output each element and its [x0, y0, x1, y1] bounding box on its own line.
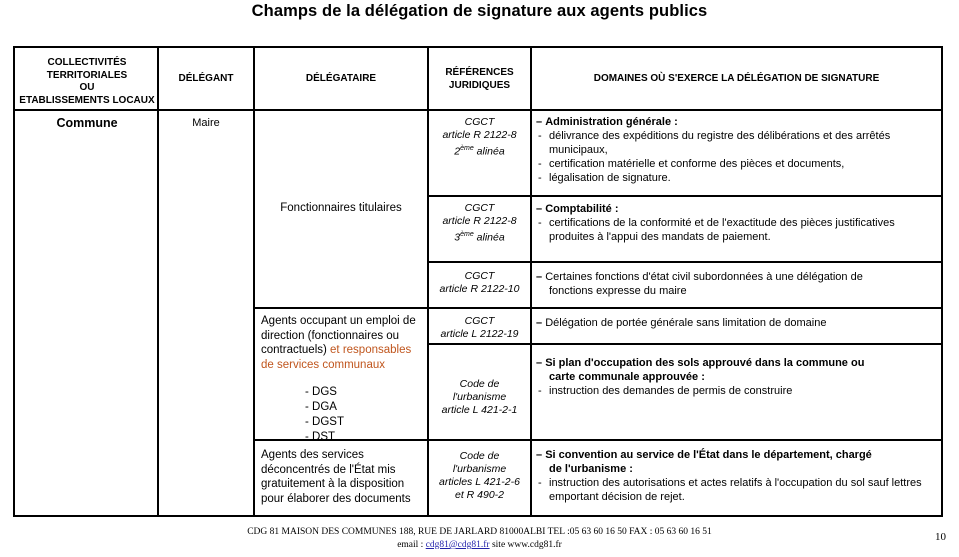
domaine-6-item-1: - instruction des autorisations et actes relatifs à l'occupation du sol sauf lettres emportant décision de rejet. — [536, 476, 936, 504]
cell-delegataire-1 — [255, 201, 427, 216]
domaine-1-heading-row — [536, 115, 936, 129]
role-dgs: - DGS — [305, 386, 337, 398]
domaine-5-dash: – — [536, 357, 543, 369]
page-footer — [0, 526, 959, 552]
delegation-table — [13, 46, 943, 517]
delegataire-1-text: Fonctionnaires titulaires — [280, 202, 402, 214]
domaine-1-item-2: - certification matérielle et conforme des pièces et documents, — [536, 157, 936, 171]
reference-2-rest: alinéa — [473, 231, 505, 244]
domaine-1-list — [536, 129, 936, 185]
domaine-5-heading-line1: Si plan d'occupation des sols approuvé dans la commune ou — [545, 357, 865, 369]
reference-6-line3: articles L 421-2-6 — [439, 476, 520, 488]
cell-domaine-3 — [536, 270, 936, 298]
reference-5-line2: l'urbanisme — [452, 391, 507, 403]
reference-2-num: 3 — [454, 231, 461, 244]
domaine-3-dash: – — [536, 271, 543, 283]
reference-1-line2: article R 2122-8 — [442, 129, 517, 141]
domaine-2-item-1: - certifications de la conformité et de l'exactitude des pièces justificatives produites à l'appui des mandats de paiement. — [536, 216, 936, 244]
reference-4-line2: article L 2122-19 — [440, 328, 519, 340]
cell-reference-5 — [429, 378, 530, 417]
reference-1-line1: CGCT — [464, 116, 495, 128]
header-references — [429, 50, 530, 109]
header-collectivites-line1: COLLECTIVITÉS — [47, 57, 127, 68]
reference-6-line1: Code de — [459, 450, 500, 462]
domaine-1-dash: – — [536, 116, 543, 128]
domaine-1-item-1: - délivrance des expéditions du registre des délibérations et des arrêtés municipaux, — [536, 129, 936, 157]
row-rule-d — [427, 343, 941, 345]
cell-delegant — [159, 117, 253, 129]
header-delegataire-label: DÉLÉGATAIRE — [305, 73, 377, 85]
collectivite-value: Commune — [56, 116, 118, 130]
header-delegant-label: DÉLÉGANT — [178, 73, 234, 85]
header-delegataire — [255, 50, 427, 109]
domaine-2-heading: Comptabilité : — [545, 203, 619, 215]
footer-contact-line — [0, 539, 959, 552]
cell-reference-4 — [429, 315, 530, 341]
domaine-3-line1: Certaines fonctions d'état civil subordonnées à une délégation de — [545, 271, 863, 283]
delegataire-2-line1: Agents occupant un emploi de — [261, 315, 416, 327]
domaine-4-row — [536, 316, 936, 330]
cell-reference-1 — [429, 116, 530, 159]
domaine-6-heading-line2: de l'urbanisme : — [549, 463, 633, 475]
cell-domaine-2 — [536, 202, 936, 244]
delegant-value: Maire — [192, 117, 220, 129]
reference-1-line3 — [429, 142, 530, 159]
cell-domaine-5 — [536, 356, 936, 398]
header-collectivites-line4: ETABLISSEMENTS LOCAUX — [19, 94, 155, 106]
header-references-line1: RÉFÉRENCES — [445, 67, 514, 78]
reference-1-num: 2 — [454, 145, 461, 158]
delegataire-3-line2: déconcentrés de l'État mis — [261, 463, 396, 476]
reference-3-line2: article R 2122-10 — [439, 283, 520, 295]
domaine-6-heading-row — [536, 448, 936, 462]
page-title: Champs de la délégation de signature aux agents publics — [251, 2, 708, 20]
domaine-3-row — [536, 270, 936, 284]
domaine-3-line2: fonctions expresse du maire — [549, 285, 687, 297]
role-dst: - DST — [305, 431, 336, 443]
cell-domaine-6 — [536, 448, 936, 504]
role-dgst: - DGST — [305, 416, 344, 428]
cell-domaine-4 — [536, 316, 936, 330]
domaine-5-heading-line2: carte communale approuvée : — [549, 371, 705, 383]
reference-2-line2: article R 2122-8 — [442, 215, 517, 227]
reference-3-line1: CGCT — [464, 270, 495, 282]
reference-4-line1: CGCT — [464, 315, 495, 327]
header-collectivites — [17, 50, 157, 109]
header-delegant — [159, 50, 253, 109]
header-domaines-label: DOMAINES OÙ S'EXERCE LA DÉLÉGATION DE SIGNATURE — [593, 73, 880, 85]
cell-reference-2 — [429, 202, 530, 245]
row-rule-b — [427, 261, 941, 263]
domaine-1-heading: Administration générale : — [545, 116, 678, 128]
delegataire-2-line4: de services communaux — [261, 358, 385, 371]
reference-2-line3 — [429, 228, 530, 245]
reference-5-line1: Code de — [459, 378, 500, 390]
header-collectivites-line3: OU — [79, 82, 95, 93]
reference-6-line4: et R 490-2 — [454, 489, 505, 501]
domaine-4-dash: – — [536, 317, 543, 329]
domaine-5-heading-row — [536, 356, 936, 370]
footer-email-link[interactable]: cdg81@cdg81.fr — [425, 540, 490, 550]
reference-5-line3: article L 421-2-1 — [441, 404, 518, 416]
cell-delegataire-3 — [261, 448, 427, 506]
row-rule-a — [427, 195, 941, 197]
cell-delegataire-2 — [261, 314, 427, 445]
delegataire-2-line3 — [261, 343, 427, 358]
delegataire-2-line2: direction (fonctionnaires ou — [261, 329, 400, 342]
header-collectivites-line2: TERRITORIALES — [46, 69, 128, 81]
cell-domaine-1 — [536, 115, 936, 185]
footer-site-text: site www.cdg81.fr — [489, 540, 562, 550]
footer-address-line: CDG 81 MAISON DES COMMUNES 188, RUE DE JARLARD 81000ALBI TEL :05 63 60 16 50 FAX : 05 63 60 16 51 — [247, 527, 712, 537]
header-bottom-rule — [15, 109, 941, 111]
delegataire-2-line3-orange: et responsables — [326, 344, 412, 356]
domaine-2-dash: – — [536, 203, 543, 215]
delegataire-2-roles — [261, 385, 427, 445]
domaine-5-list — [536, 384, 936, 398]
domaine-6-heading-line1: Si convention au service de l'État dans le département, chargé — [545, 449, 872, 461]
reference-1-sup: ème — [460, 145, 474, 152]
delegataire-3-line3: gratuitement à la disposition — [261, 478, 405, 490]
reference-6-line2: l'urbanisme — [452, 463, 507, 475]
delegataire-2-line3-black: contractuels) — [261, 344, 327, 356]
domaine-2-list — [536, 216, 936, 244]
domaine-1-item-3: - légalisation de signature. — [536, 171, 936, 185]
role-dga: - DGA — [305, 401, 337, 413]
domaine-6-dash: – — [536, 449, 543, 461]
reference-1-rest: alinéa — [473, 145, 505, 158]
header-references-line2: JURIDIQUES — [448, 79, 511, 91]
reference-2-line1: CGCT — [464, 202, 495, 214]
cell-collectivite — [17, 116, 157, 130]
delegataire-3-line1: Agents des services — [261, 449, 364, 461]
reference-2-sup: ème — [460, 231, 474, 238]
cell-reference-3 — [429, 270, 530, 296]
domaine-2-heading-row — [536, 202, 936, 216]
domaine-4-line1: Délégation de portée générale sans limitation de domaine — [545, 317, 827, 329]
column-rule-4 — [530, 48, 532, 515]
column-rule-2 — [253, 48, 255, 515]
domaine-6-list — [536, 476, 936, 504]
row-rule-c — [253, 307, 941, 309]
page-number: 10 — [935, 531, 946, 543]
delegataire-3-line4: pour élaborer des documents — [261, 492, 411, 505]
header-domaines — [532, 50, 941, 109]
footer-email-label: email : — [397, 540, 426, 550]
domaine-5-item-1: - instruction des demandes de permis de construire — [536, 384, 936, 398]
cell-reference-6 — [429, 450, 530, 502]
